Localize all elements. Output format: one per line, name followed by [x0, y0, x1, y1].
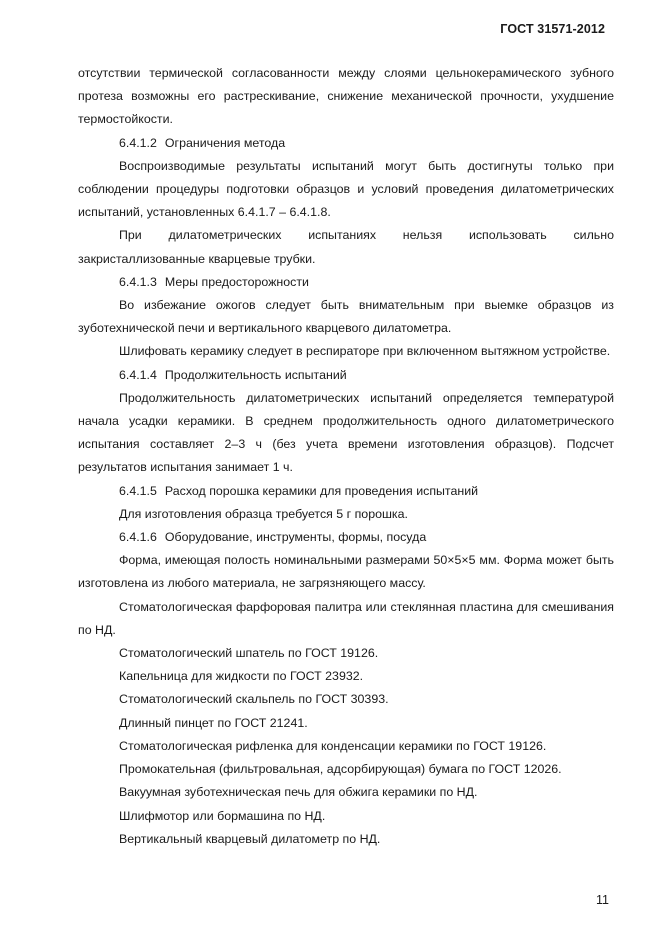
section-number: 6.4.1.4: [119, 367, 157, 382]
section-heading: [78, 271, 614, 294]
list-item: Стоматологическая рифленка для конденсации керамики по ГОСТ 19126.: [119, 738, 547, 753]
section-number: 6.4.1.6: [119, 530, 157, 545]
paragraph: Продолжительность дилатометрических испытаний определяется температурой начала усадки керамики. В среднем продолжительность одного дилатометрического испытания составляет 2–3 ч (без учета времени изготовления образцов). Подсчет результатов испытания занимает 1 ч.: [78, 390, 614, 475]
section-number: 6.4.1.2: [119, 135, 157, 150]
paragraph: Во избежание ожогов следует быть внимательным при выемке образцов из зуботехнической печи и вертикального кварцевого дилатометра.: [78, 298, 614, 336]
section-number: 6.4.1.5: [119, 483, 157, 498]
section-title: Продолжительность испытаний: [164, 367, 347, 382]
paragraph: Воспроизводимые результаты испытаний могут быть достигнуты только при соблюдении процедуры подготовки образцов и условий проведения дилатометрических испытаний, установленных 6.4.1.7 – 6.4.1.8.: [78, 158, 614, 220]
list-item: Капельница для жидкости по ГОСТ 23932.: [119, 669, 364, 684]
paragraph: При дилатометрических испытаниях нельзя использовать сильно закристаллизованные кварцевые трубки.: [78, 228, 614, 266]
section-title: Ограничения метода: [164, 135, 286, 150]
section-title: Меры предосторожности: [164, 274, 309, 289]
section-title: Оборудование, инструменты, формы, посуда: [164, 530, 427, 545]
list-item: Вакуумная зуботехническая печь для обжига керамики по НД.: [119, 785, 478, 800]
section-heading: [78, 480, 614, 503]
document-header: ГОСТ 31571-2012: [500, 22, 605, 36]
list-item: Вертикальный кварцевый дилатометр по НД.: [119, 831, 381, 846]
list-item: Промокательная (фильтровальная, адсорбирующая) бумага по ГОСТ 12026.: [119, 762, 562, 777]
section-title: Расход порошка керамики для проведения испытаний: [164, 483, 479, 498]
page-number: 11: [596, 893, 609, 907]
list-item: Стоматологический шпатель по ГОСТ 19126.: [119, 646, 379, 661]
section-heading: [78, 132, 614, 155]
list-item: Длинный пинцет по ГОСТ 21241.: [119, 715, 308, 730]
paragraph: Стоматологическая фарфоровая палитра или стеклянная пластина для смешивания по НД.: [78, 599, 614, 637]
section-heading: [78, 364, 614, 387]
paragraph: отсутствии термической согласованности между слоями цельнокерамического зубного протеза возможны его растрескивание, снижение механической прочности, ухудшение термостойкости.: [78, 66, 614, 127]
paragraph: Форма, имеющая полость номинальными размерами 50×5×5 мм. Форма может быть изготовлена из любого материала, не загрязняющего массу.: [78, 553, 614, 591]
list-item: Стоматологический скальпель по ГОСТ 30393.: [119, 692, 389, 707]
list-item: Шлифмотор или бормашина по НД.: [119, 808, 326, 823]
section-heading: [78, 526, 614, 549]
section-number: 6.4.1.3: [119, 274, 157, 289]
document-body: [78, 62, 614, 851]
paragraph: Шлифовать керамику следует в респираторе при включенном вытяжном устройстве.: [119, 344, 611, 359]
paragraph: Для изготовления образца требуется 5 г порошка.: [119, 506, 408, 521]
